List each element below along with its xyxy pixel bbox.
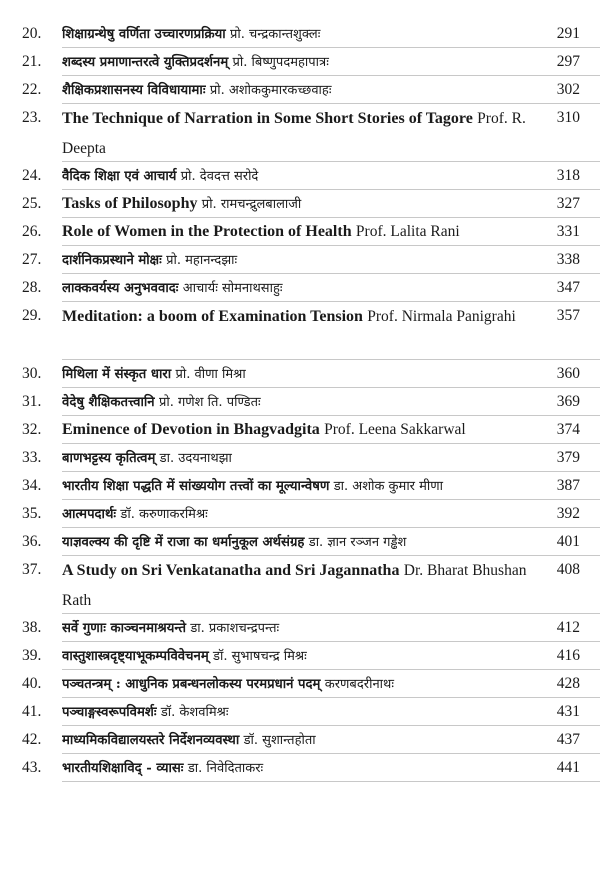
toc-row	[0, 360, 600, 388]
table-of-contents	[0, 20, 600, 782]
toc-entry	[0, 104, 600, 162]
entry-page-number: 392	[556, 505, 580, 522]
row-divider	[62, 781, 600, 782]
entry-title: लाक्कवर्यस्य अनुभववादः	[62, 281, 179, 296]
entry-page-number: 408	[556, 561, 580, 578]
entry-title: भारतीय शिक्षा पद्धति में सांख्ययोग तत्त्वों का मूल्यान्वेषण	[62, 479, 330, 494]
entry-text	[62, 528, 536, 557]
toc-entry	[0, 754, 600, 782]
toc-row	[0, 162, 600, 190]
entry-number: 25.	[22, 195, 42, 212]
entry-author: डा. निवेदिताकरः	[187, 761, 264, 776]
entry-number: 32.	[22, 421, 42, 438]
toc-entry	[0, 472, 600, 500]
toc-entry	[0, 388, 600, 416]
toc-row	[0, 48, 600, 76]
entry-page-number: 297	[556, 53, 580, 70]
entry-title: सर्वे गुणाः काञ्चनमाश्रयन्ते	[62, 621, 186, 636]
entry-page-number: 318	[556, 167, 580, 184]
toc-row	[0, 528, 600, 556]
entry-author: Prof. Nirmala Panigrahi	[367, 308, 516, 325]
entry-title: पञ्चाङ्गस्वरूपविमर्शः	[62, 705, 157, 720]
toc-entry	[0, 162, 600, 190]
entry-author: प्रो. महानन्दझाः	[166, 253, 238, 268]
entry-title: वास्तुशास्त्रदृष्ट्याभूकम्पविवेचनम्	[62, 649, 209, 664]
toc-row	[0, 472, 600, 500]
entry-title: Tasks of Philosophy	[62, 195, 198, 212]
entry-page-number: 379	[556, 449, 580, 466]
entry-number: 26.	[22, 223, 42, 240]
entry-page-number: 412	[556, 619, 580, 636]
entry-title: याज्ञवल्क्य की दृष्टि में राजा का धर्मानुकूल अर्थसंग्रह	[62, 535, 305, 550]
entry-author: प्रो. गणेश ति. पण्डितः	[158, 395, 261, 410]
entry-number: 42.	[22, 731, 42, 748]
entry-text	[62, 360, 536, 389]
entry-page-number: 338	[556, 251, 580, 268]
toc-entry	[0, 556, 600, 614]
toc-entry	[0, 190, 600, 218]
entry-text	[62, 416, 536, 444]
entry-text	[62, 218, 536, 246]
toc-entry	[0, 444, 600, 472]
toc-entry	[0, 76, 600, 104]
entry-number: 30.	[22, 365, 42, 382]
entry-title: मिथिला में संस्कृत धारा	[62, 367, 172, 382]
entry-title: वैदिक शिक्षा एवं आचार्य	[62, 169, 177, 184]
entry-author: डॉ. सुभाषचन्द्र मिश्रः	[213, 649, 307, 664]
entry-author: आचार्यः सोमनाथसाहुः	[182, 281, 283, 296]
entry-title: Role of Women in the Protection of Health	[62, 223, 352, 240]
entry-number: 24.	[22, 167, 42, 184]
entry-text	[62, 698, 536, 727]
entry-title: वेदेषु शैक्षिकतत्त्वानि	[62, 395, 155, 410]
entry-page-number: 401	[556, 533, 580, 550]
toc-row	[0, 642, 600, 670]
entry-number: 28.	[22, 279, 42, 296]
entry-title: Eminence of Devotion in Bhagvadgita	[62, 421, 320, 438]
toc-row	[0, 416, 600, 444]
entry-title: आत्मपदार्थः	[62, 507, 117, 522]
entry-title: A Study on Sri Venkatanatha and Sri Jagannatha	[62, 562, 400, 579]
entry-text	[62, 670, 536, 699]
entry-text	[62, 274, 536, 303]
toc-entry	[0, 698, 600, 726]
entry-text	[62, 472, 536, 501]
toc-row	[0, 218, 600, 246]
entry-page-number: 347	[556, 279, 580, 296]
entry-number: 38.	[22, 619, 42, 636]
entry-title: शब्दस्य प्रमाणान्तरत्वे युक्तिप्रदर्शनम्	[62, 55, 229, 70]
entry-author: प्रो. चन्द्रकान्तशुक्लः	[230, 27, 321, 42]
entry-author: डा. अशोक कुमार मीणा	[333, 479, 444, 494]
toc-entry	[0, 528, 600, 556]
entry-author: Prof. R. Deepta	[62, 110, 526, 157]
toc-entry	[0, 274, 600, 302]
entry-text	[62, 76, 536, 105]
entry-number: 20.	[22, 25, 42, 42]
entry-text	[62, 20, 536, 49]
entry-author: प्रो. देवदत्त सरोदे	[180, 169, 259, 184]
entry-number: 23.	[22, 109, 42, 126]
entry-text	[62, 556, 536, 616]
entry-page-number: 357	[556, 307, 580, 324]
toc-row	[0, 500, 600, 528]
entry-page-number: 360	[556, 365, 580, 382]
entry-title: शैक्षिकप्रशासनस्य विविधायामाः	[62, 83, 206, 98]
entry-page-number: 310	[556, 109, 580, 126]
entry-author: Dr. Bharat Bhushan Rath	[62, 562, 527, 609]
entry-page-number: 416	[556, 647, 580, 664]
entry-author: करणबदरीनाथः	[324, 677, 394, 692]
toc-row	[0, 246, 600, 274]
toc-entry	[0, 670, 600, 698]
toc-entry	[0, 302, 600, 360]
entry-number: 29.	[22, 307, 42, 324]
entry-number: 41.	[22, 703, 42, 720]
toc-row	[0, 20, 600, 48]
entry-text	[62, 246, 536, 275]
entry-title: बाणभट्टस्य कृतित्वम्	[62, 451, 156, 466]
entry-page-number: 431	[556, 703, 580, 720]
toc-entry	[0, 726, 600, 754]
entry-text	[62, 48, 536, 77]
entry-text	[62, 500, 536, 529]
toc-row	[0, 274, 600, 302]
entry-author: डॉ. सुशान्तहोता	[243, 733, 316, 748]
entry-text	[62, 444, 536, 473]
toc-row	[0, 76, 600, 104]
entry-page-number: 374	[556, 421, 580, 438]
toc-row	[0, 388, 600, 416]
toc-row	[0, 670, 600, 698]
entry-number: 35.	[22, 505, 42, 522]
entry-author: Prof. Leena Sakkarwal	[324, 421, 466, 438]
toc-row	[0, 614, 600, 642]
entry-author: Prof. Lalita Rani	[355, 223, 460, 240]
entry-text	[62, 104, 536, 164]
entry-author: डा. ज्ञान रञ्जन गड्ढेश	[308, 535, 407, 550]
entry-number: 43.	[22, 759, 42, 776]
toc-entry	[0, 500, 600, 528]
entry-author: डॉ. करुणाकरमिश्रः	[120, 507, 208, 522]
entry-number: 33.	[22, 449, 42, 466]
entry-title: माध्यमिकविद्यालयस्तरे निर्देशनव्यवस्था	[62, 733, 240, 748]
entry-title: दार्शनिकप्रस्थाने मोक्षः	[62, 253, 162, 268]
entry-number: 31.	[22, 393, 42, 410]
toc-row	[0, 104, 600, 162]
entry-author: प्रो. वीणा मिश्रा	[175, 367, 246, 382]
entry-number: 21.	[22, 53, 42, 70]
entry-text	[62, 302, 536, 332]
entry-number: 22.	[22, 81, 42, 98]
entry-title: Meditation: a boom of Examination Tension	[62, 308, 363, 325]
entry-page-number: 428	[556, 675, 580, 692]
entry-page-number: 441	[556, 759, 580, 776]
entry-author: डा. प्रकाशचन्द्रपन्तः	[190, 621, 280, 636]
entry-page-number: 291	[556, 25, 580, 42]
toc-row	[0, 190, 600, 218]
entry-page-number: 327	[556, 195, 580, 212]
toc-entry	[0, 218, 600, 246]
toc-entry	[0, 20, 600, 48]
entry-text	[62, 162, 536, 191]
entry-page-number: 437	[556, 731, 580, 748]
entry-text	[62, 388, 536, 417]
entry-number: 37.	[22, 561, 42, 578]
toc-entry	[0, 642, 600, 670]
entry-author: डॉ. केशवमिश्रः	[160, 705, 229, 720]
entry-text	[62, 642, 536, 671]
toc-row	[0, 726, 600, 754]
entry-author: डा. उदयनाथझा	[159, 451, 232, 466]
entry-page-number: 331	[556, 223, 580, 240]
entry-title: पञ्चतन्त्रम् : आधुनिक प्रबन्धनलोकस्य परमप्रधानं पदम्	[62, 677, 321, 692]
entry-title: शिक्षाग्रन्थेषु वर्णिता उच्चारणप्रक्रिया	[62, 27, 226, 42]
entry-author: प्रो. अशोककुमारकच्छवाहः	[209, 83, 332, 98]
entry-page-number: 387	[556, 477, 580, 494]
entry-text	[62, 726, 536, 755]
entry-text	[62, 614, 536, 643]
entry-number: 39.	[22, 647, 42, 664]
entry-author: प्रो. रामचन्द्रुलबालाजी	[201, 197, 302, 212]
toc-row	[0, 754, 600, 782]
entry-number: 36.	[22, 533, 42, 550]
toc-entry	[0, 48, 600, 76]
entry-text	[62, 754, 536, 783]
toc-row	[0, 302, 600, 360]
toc-row	[0, 556, 600, 614]
entry-text	[62, 190, 536, 219]
toc-entry	[0, 614, 600, 642]
entry-number: 40.	[22, 675, 42, 692]
toc-row	[0, 444, 600, 472]
toc-entry	[0, 360, 600, 388]
toc-entry	[0, 416, 600, 444]
entry-page-number: 369	[556, 393, 580, 410]
entry-number: 34.	[22, 477, 42, 494]
toc-row	[0, 698, 600, 726]
entry-title: The Technique of Narration in Some Short Stories of Tagore	[62, 110, 473, 127]
entry-number: 27.	[22, 251, 42, 268]
entry-title: भारतीयशिक्षाविद् - व्यासः	[62, 761, 184, 776]
entry-author: प्रो. बिष्णुपदमहापात्रः	[232, 55, 329, 70]
toc-entry	[0, 246, 600, 274]
entry-page-number: 302	[556, 81, 580, 98]
